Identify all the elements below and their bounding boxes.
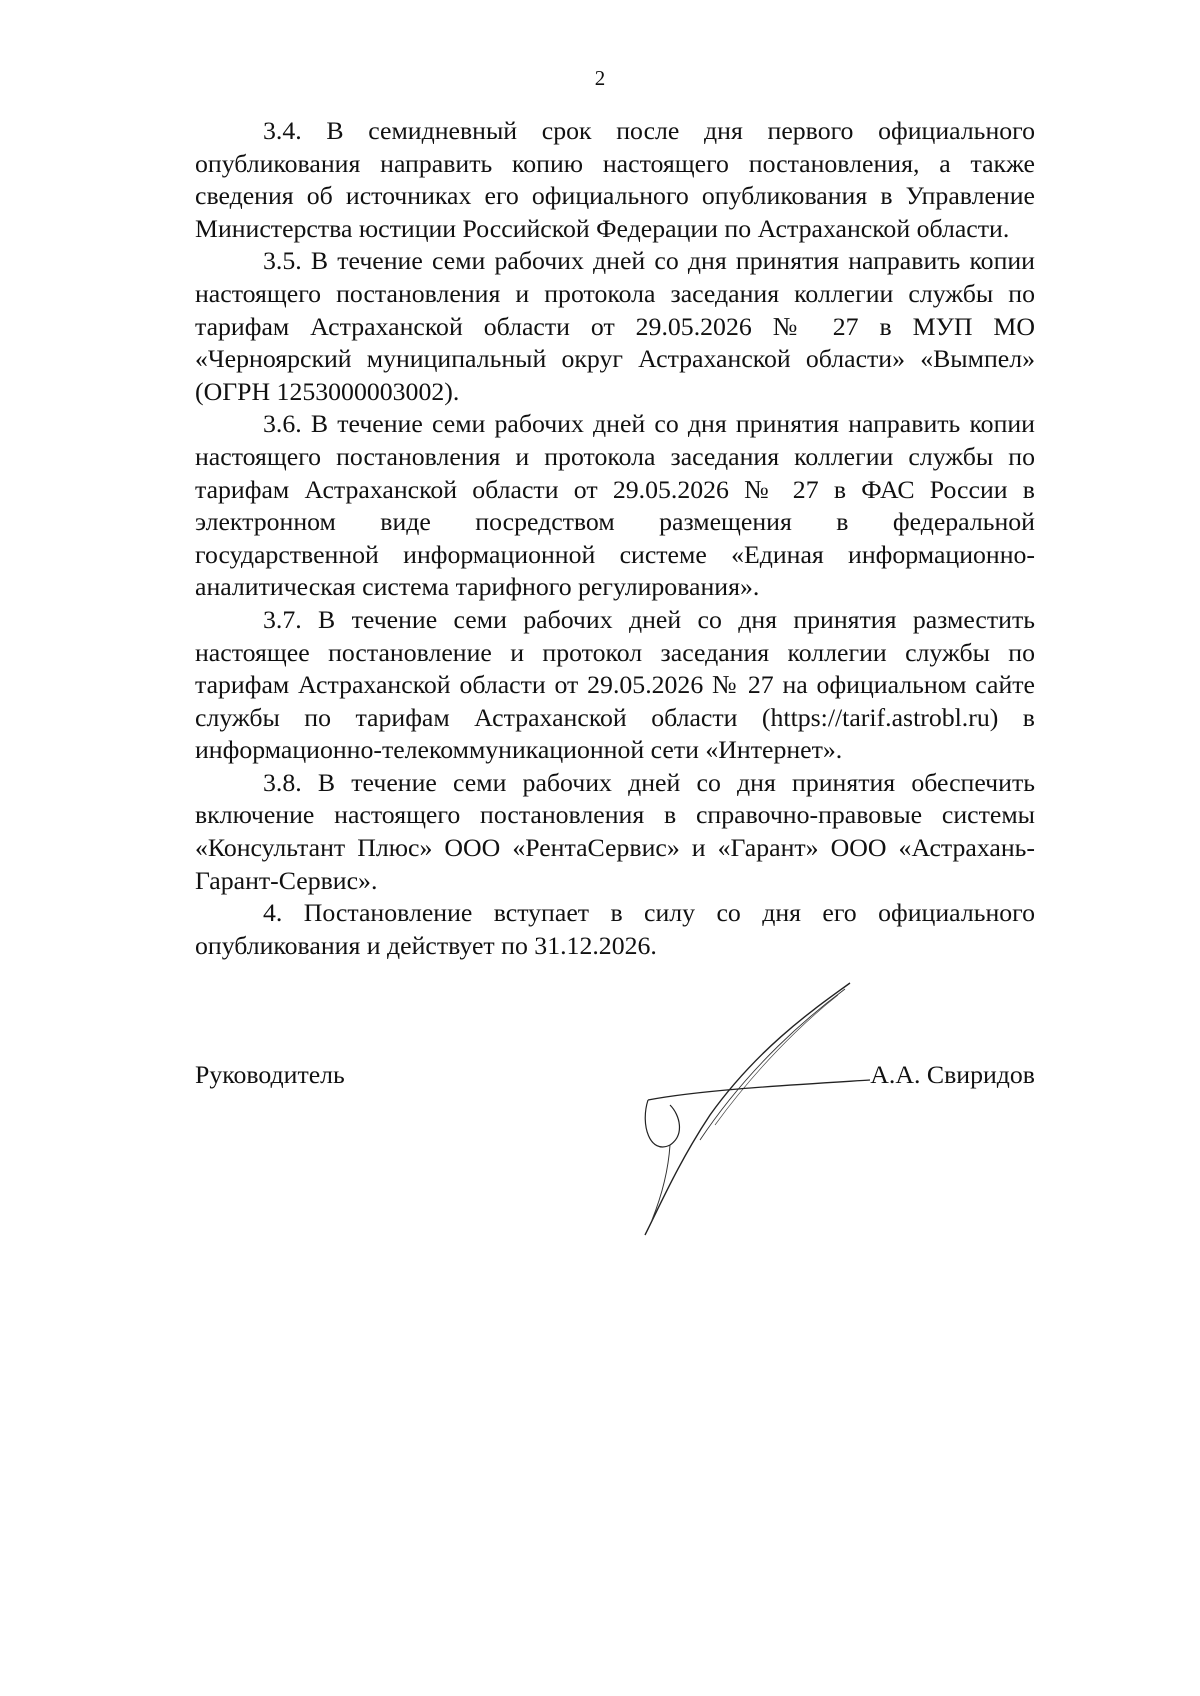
paragraph-3-4: 3.4. В семидневный срок после дня первого официального опубликования направить копию настоящего постановления, а также сведения об источниках его официального опубликования в Управление Министерства юстиции Российской Федерации по Астраханской области. (195, 116, 1035, 243)
paragraph-3-7: 3.7. В течение семи рабочих дней со дня принятия разместить настоящее постановление и протокол заседания коллегии службы по тарифам Астраханской области от 29.05.2026 № 27 на официальном сайте службы по тарифам Астраханской области (https://tarif.astrobl.ru) в информационно-телекоммуникационной сети «Интернет». (195, 604, 1035, 765)
paragraph-3-8: 3.8. В течение семи рабочих дней со дня принятия обеспечить включение настоящего постановления в справочно-правовые системы «Консультант Плюс» ООО «РентаСервис» и «Гарант» ООО «Астрахань-Гарант-Сервис». (195, 767, 1035, 895)
page-number: 2 (594, 66, 606, 90)
document-body (195, 115, 1035, 962)
paragraph-3-5: 3.5. В течение семи рабочих дней со дня принятия направить копии настоящего постановления и протокола заседания коллегии службы по тарифам Астраханской области от 29.05.2026 № 27 в МУП МО «Черноярский муниципальный округ Астраханской области» «Вымпел» (ОГРН 1253000003002). (195, 246, 1035, 406)
paragraph-3-6: 3.6. В течение семи рабочих дней со дня принятия направить копии настоящего постановления и протокола заседания коллегии службы по тарифам Астраханской области от 29.05.2026 № 27 в ФАС России в электронном виде посредством размещения в федеральной государственной информационной системе «Единая информационно-аналитическая система тарифного регулирования». (195, 409, 1035, 602)
signature-block (195, 1060, 1035, 1100)
signatory-name: А.А. Свиридов (870, 1060, 1035, 1089)
paragraph-4: 4. Постановление вступает в силу со дня его официального опубликования и действует по 31.12.2026. (195, 898, 1035, 960)
handwritten-signature (640, 975, 940, 1255)
signatory-title: Руководитель (195, 1060, 345, 1089)
